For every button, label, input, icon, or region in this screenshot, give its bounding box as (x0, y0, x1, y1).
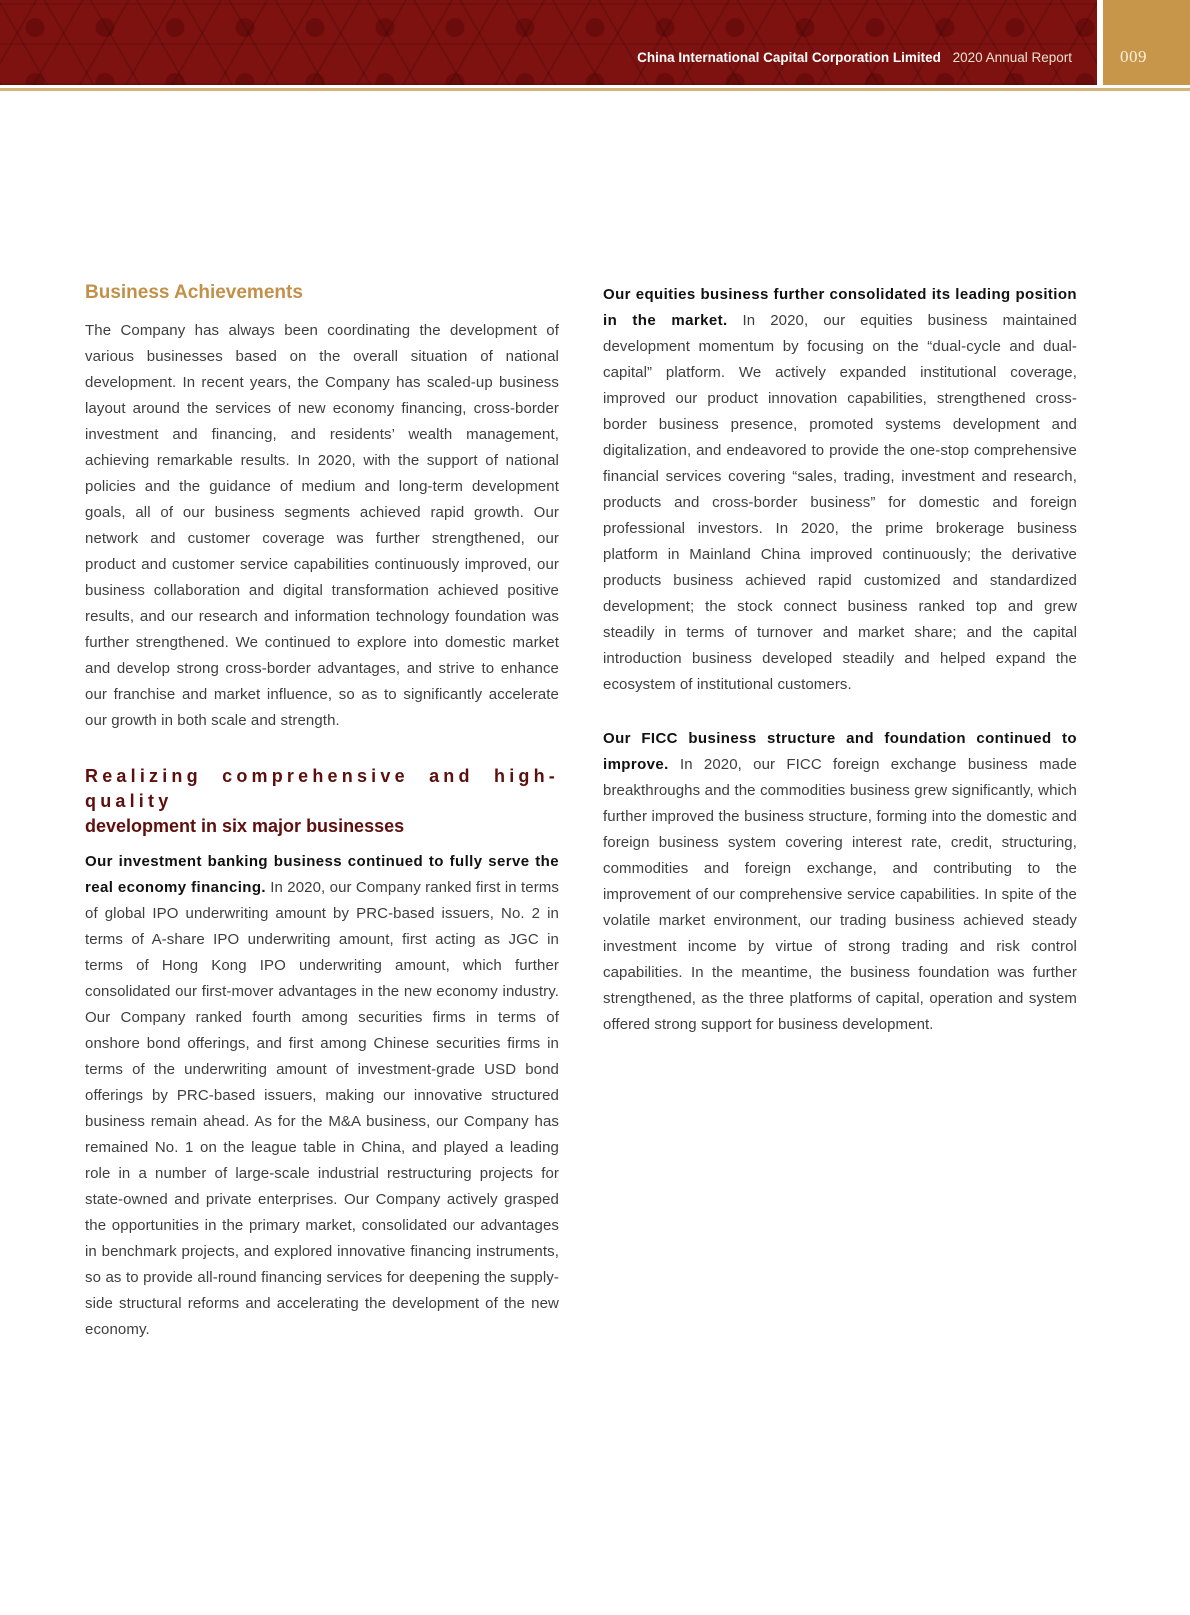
running-header (637, 50, 1072, 65)
paragraph-gap (603, 698, 1077, 726)
left-column (85, 282, 559, 1343)
report-title: 2020 Annual Report (952, 50, 1072, 65)
equities-body: In 2020, our equities business maintained development momentum by focusing on the “dual-cycle and dual-capital” platform. We actively expanded institutional coverage, improved our product innovation capabilities, strengthened cross-border business presence, promoted systems development and digitalization, and endeavored to provide the one-stop comprehensive financial services covering “sales, trading, investment and research, products and cross-border business” for domestic and foreign professional investors. In 2020, the prime brokerage business platform in Mainland China improved continuously; the derivative products business achieved rapid customized and standardized development; the stock connect business ranked top and grew steadily in terms of turnover and market share; and the capital introduction business developed steadily and helped expand the ecosystem of institutional customers. (603, 312, 1077, 693)
investment-banking-paragraph (85, 849, 559, 1343)
header-divider (0, 88, 1190, 91)
subheading-line-1: Realizing comprehensive and high-quality (85, 766, 559, 811)
ficc-lead: Our FICC business structure and foundation continued to improve. (603, 730, 1077, 773)
header-pattern-band (0, 0, 1097, 85)
equities-paragraph (603, 282, 1077, 698)
equities-lead: Our equities business further consolidated its leading position in the market. (603, 286, 1077, 329)
ficc-paragraph (603, 726, 1077, 1038)
subheading-line-2: development in six major businesses (85, 816, 405, 836)
ficc-body: In 2020, our FICC foreign exchange business made breakthroughs and the commodities business grew significantly, which further improved the business structure, forming into the domestic and foreign business system covering interest rate, credit, structuring, commodities and foreign exchange, and contributing to the improvement of our comprehensive service capabilities. In spite of the volatile market environment, our trading business achieved steady investment income by virtue of strong trading and risk control capabilities. In the meantime, the business foundation was further strengthened, as the three platforms of capital, operation and system offered strong support for business development. (603, 756, 1077, 1033)
investment-banking-body: In 2020, our Company ranked first in terms of global IPO underwriting amount by PRC-based issuers, No. 2 in terms of A-share IPO underwriting amount, first acting as JGC in terms of Hong Kong IPO underwriting amount, which further consolidated our first-mover advantages in the new economy industry. Our Company ranked fourth among securities firms in terms of onshore bond offerings, and first among Chinese securities firms in terms of the underwriting amount of investment-grade USD bond offerings by PRC-based issuers, making our innovative structured business remain ahead. As for the M&A business, our Company has remained No. 1 on the league table in China, and played a leading role in a number of large-scale industrial restructuring projects for state-owned and private enterprises. Our Company actively grasped the opportunities in the primary market, consolidated our advantages in benchmark projects, and explored innovative financing instruments, so as to provide all-round financing services for deepening the supply-side structural reforms and accelerating the development of the new economy. (85, 879, 559, 1338)
intro-paragraph: The Company has always been coordinating the development of various businesses based on the overall situation of national development. In recent years, the Company has scaled-up business layout around the services of new economy financing, cross-border investment and financing, and residents’ wealth management, achieving remarkable results. In 2020, with the support of national policies and the guidance of medium and long-term development goals, all of our business segments achieved rapid growth. Our network and customer coverage was further strengthened, our product and customer service capabilities continuously improved, our business collaboration and digital transformation achieved positive results, and our research and information technology foundation was further strengthened. We continued to explore into domestic market and develop strong cross-border advantages, and strive to enhance our franchise and market influence, so as to significantly accelerate our growth in both scale and strength. (85, 322, 559, 729)
page-number-tab (1103, 0, 1190, 85)
page-number: 009 (1120, 47, 1147, 66)
section-title: Business Achievements (85, 282, 303, 303)
investment-banking-lead: Our investment banking business continued to fully serve the real economy financing. (85, 853, 559, 896)
company-name: China International Capital Corporation Limited (637, 50, 941, 65)
right-column (603, 282, 1077, 1038)
subheading (85, 764, 559, 839)
